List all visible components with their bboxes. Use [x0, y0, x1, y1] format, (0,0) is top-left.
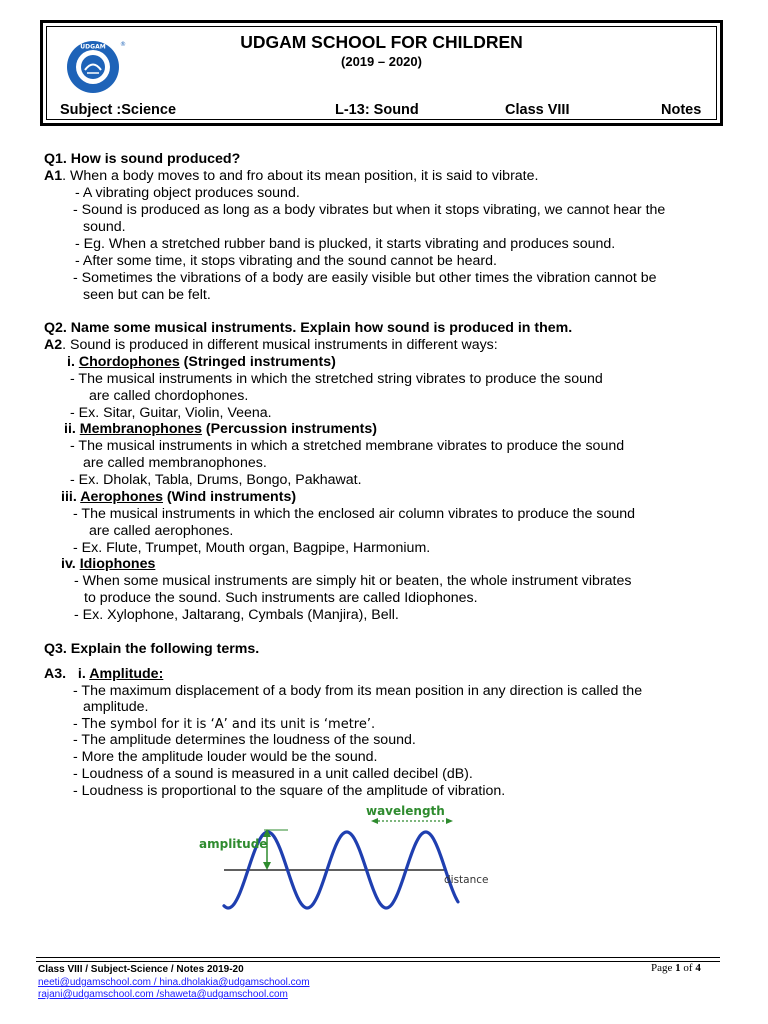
doc-type-label: Notes	[661, 102, 702, 118]
academic-year: (2019 – 2020)	[341, 54, 422, 69]
wave-diagram	[196, 800, 496, 915]
question-1: Q1. How is sound produced?	[44, 151, 241, 167]
instrument-type-line: are called aerophones.	[89, 523, 234, 539]
answer-3-point: - More the amplitude louder would be the sound.	[73, 749, 378, 765]
footer-email-link[interactable]: rajani@udgamschool.com /shaweta@udgamschool.com	[38, 989, 288, 1000]
distance-label: distance	[444, 874, 489, 886]
page-number: Page 1 of 4	[651, 962, 701, 974]
answer-1-point: - After some time, it stops vibrating and the sound cannot be heard.	[75, 253, 497, 269]
footer-doc-info: Class VIII / Subject-Science / Notes 2019-20	[38, 964, 244, 975]
footer-divider-thin	[36, 961, 720, 962]
instrument-type-line: are called chordophones.	[89, 388, 249, 404]
question-2: Q2. Name some musical instruments. Explain how sound is produced in them.	[44, 320, 573, 336]
wavelength-arrow-head-left	[371, 818, 378, 824]
amplitude-arrow-head-bottom	[263, 862, 271, 870]
answer-1-point: - A vibrating object produces sound.	[75, 185, 300, 201]
instrument-type-heading: ii. Membranophones (Percussion instruments)	[64, 421, 377, 437]
svg-text:®: ®	[120, 41, 126, 48]
subject-label: Subject :Science	[60, 102, 177, 118]
svg-text:UDGAM: UDGAM	[80, 43, 106, 51]
instrument-type-line: - The musical instruments in which the stretched string vibrates to produce the sound	[70, 371, 603, 387]
school-logo-icon	[65, 37, 125, 97]
header-box	[40, 20, 723, 126]
answer-3-point: amplitude.	[83, 699, 149, 715]
footer-email-link[interactable]: neeti@udgamschool.com / hina.dholakia@udgamschool.com	[38, 977, 310, 988]
instrument-type-line: are called membranophones.	[83, 455, 267, 471]
instrument-type-line: to produce the sound. Such instruments are called Idiophones.	[84, 590, 478, 606]
instrument-type-line: - The musical instruments in which the enclosed air column vibrates to produce the sound	[73, 506, 636, 522]
wavelength-label: wavelength	[366, 804, 445, 818]
instrument-type-heading: iii. Aerophones (Wind instruments)	[61, 489, 297, 505]
answer-3-point: - Loudness is proportional to the square of the amplitude of vibration.	[73, 783, 506, 799]
answer-1-point: seen but can be felt.	[83, 287, 211, 303]
instrument-type-line: - The musical instruments in which a stretched membrane vibrates to produce the sound	[70, 438, 625, 454]
question-3: Q3. Explain the following terms.	[44, 641, 260, 657]
answer-2-intro: A2. Sound is produced in different musical instruments in different ways:	[44, 337, 498, 353]
instrument-type-line: - When some musical instruments are simply hit or beaten, the whole instrument vibrates	[74, 573, 632, 589]
footer-divider	[36, 957, 720, 958]
answer-1-point: - Eg. When a stretched rubber band is plucked, it starts vibrating and produces sound.	[75, 236, 616, 252]
answer-3-point: - The maximum displacement of a body from its mean position in any direction is called the	[73, 683, 643, 699]
instrument-type-heading: iv. Idiophones	[61, 556, 156, 572]
answer-1-point: - Sound is produced as long as a body vibrates but when it stops vibrating, we cannot hear the	[73, 202, 666, 218]
school-name: UDGAM SCHOOL FOR CHILDREN	[240, 32, 523, 52]
answer-1-point: - Sometimes the vibrations of a body are easily visible but other times the vibration cannot be	[73, 270, 657, 286]
amplitude-label: amplitude	[199, 837, 268, 851]
instrument-type-line: - Ex. Dholak, Tabla, Drums, Bongo, Pakhawat.	[70, 472, 362, 488]
answer-3-point: - The amplitude determines the loudness of the sound.	[73, 732, 416, 748]
instrument-type-line: - Ex. Flute, Trumpet, Mouth organ, Bagpipe, Harmonium.	[73, 540, 431, 556]
answer-3-point: - Loudness of a sound is measured in a unit called decibel (dB).	[73, 766, 473, 782]
answer-3-heading: A3. i. Amplitude:	[44, 666, 164, 682]
wavelength-arrow-head-right	[446, 818, 453, 824]
answer-3-point: - The symbol for it is ‘A’ and its unit is ‘metre’.	[73, 717, 376, 732]
answer-1-point: sound.	[83, 219, 126, 235]
lesson-label: L-13: Sound	[335, 102, 419, 118]
class-label: Class VIII	[505, 102, 570, 118]
instrument-type-heading: i. Chordophones (Stringed instruments)	[67, 354, 336, 370]
answer-1-intro: A1. When a body moves to and fro about its mean position, it is said to vibrate.	[44, 168, 539, 184]
instrument-type-line: - Ex. Xylophone, Jaltarang, Cymbals (Manjira), Bell.	[74, 607, 399, 623]
instrument-type-line: - Ex. Sitar, Guitar, Violin, Veena.	[70, 405, 272, 421]
